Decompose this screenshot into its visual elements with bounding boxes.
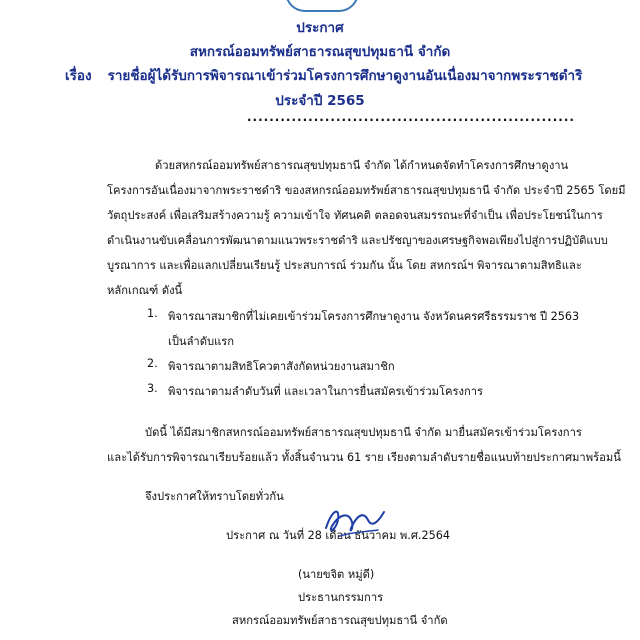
paragraph1-line1: ด้วยสหกรณ์ออมทรัพย์สาธารณสุขปทุมธานี จำกัด ได้กำหนดจัดทำโครงการศึกษาดูงาน [155,159,569,172]
paragraph1-line4: ดำเนินงานขับเคลื่อนการพัฒนาตามแนวพระราชดำริ และปรัชญาของเศรษฐกิจพอเพียงไปสู่การปฏิบัติแบบ [107,234,608,247]
list-item-text: พิจารณาตามลำดับวันที่ และเวลาในการยื่นสมัครเข้าร่วมโครงการ [168,385,484,398]
signer-name: (นายขจิต หมู่ดี) [298,568,375,581]
signature [318,500,388,540]
paragraph2-line1: บัดนี้ ได้มีสมาชิกสหกรณ์ออมทรัพย์สาธารณสุขปทุมธานี จำกัด มายื่นสมัครเข้าร่วมโครงการ [145,426,582,439]
closing-statement: จึงประกาศให้ทราบโดยทั่วกัน [145,490,284,503]
announcement-date: ประกาศ ณ วันที่ 28 เดือน ธันวาคม พ.ศ.2564 [226,529,450,542]
paragraph1-line3: วัตถุประสงค์ เพื่อเสริมสร้างความรู้ ความเข้าใจ ทัศนคติ ตลอดจนสมรรถนะที่จำเป็น เพื่อประโยชน์ในการ [107,209,603,222]
separator-dots: ........................................................... [247,110,575,124]
signer-title: ประธานกรรมการ [298,591,384,604]
subject-line [65,64,582,86]
paragraph2-line2: และได้รับการพิจารณาเรียบร้อยแล้ว ทั้งสิ้นจำนวน 61 ราย เรียงตามลำดับรายชื่อแนบท้ายประกาศมาพร้อมนี้ [107,451,621,464]
list-item-number: 1. [147,307,158,320]
organization-name: สหกรณ์ออมทรัพย์สาธารณสุขปทุมธานี จำกัด [189,44,451,60]
paragraph1-line5: บูรณาการ และเพื่อแลกเปลี่ยนเรียนรู้ ประสบการณ์ ร่วมกัน นั้น โดย สหกรณ์ฯ พิจารณาตามสิทธิและ [107,259,582,272]
subject-year: ประจำปี 2565 [275,93,365,109]
signer-organization: สหกรณ์ออมทรัพย์สาธารณสุขปทุมธานี จำกัด [232,614,448,627]
paragraph1-line2: โครงการอันเนื่องมาจากพระราชดำริ ของสหกรณ์ออมทรัพย์สาธารณสุขปทุมธานี จำกัด ประจำปี 2565 โดยมี [107,184,626,197]
subject-text: รายชื่อผู้ได้รับการพิจารณาเข้าร่วมโครงการศึกษาดูงานอันเนื่องมาจากพระราชดำริ [107,68,583,84]
list-item-number: 3. [147,382,158,395]
subject-label: เรื่อง [65,68,92,84]
cooperative-logo [285,0,359,12]
list-item-text-cont: เป็นลำดับแรก [168,335,235,348]
list-item-number: 2. [147,357,158,370]
list-item-text: พิจารณาสมาชิกที่ไม่เคยเข้าร่วมโครงการศึกษาดูงาน จังหวัดนครศรีธรรมราช ปี 2563 [168,310,580,323]
announcement-title: ประกาศ [296,20,344,36]
paragraph1-line6: หลักเกณฑ์ ดังนี้ [107,284,183,297]
list-item-text: พิจารณาตามสิทธิโควตาสังกัดหน่วยงานสมาชิก [168,360,395,373]
